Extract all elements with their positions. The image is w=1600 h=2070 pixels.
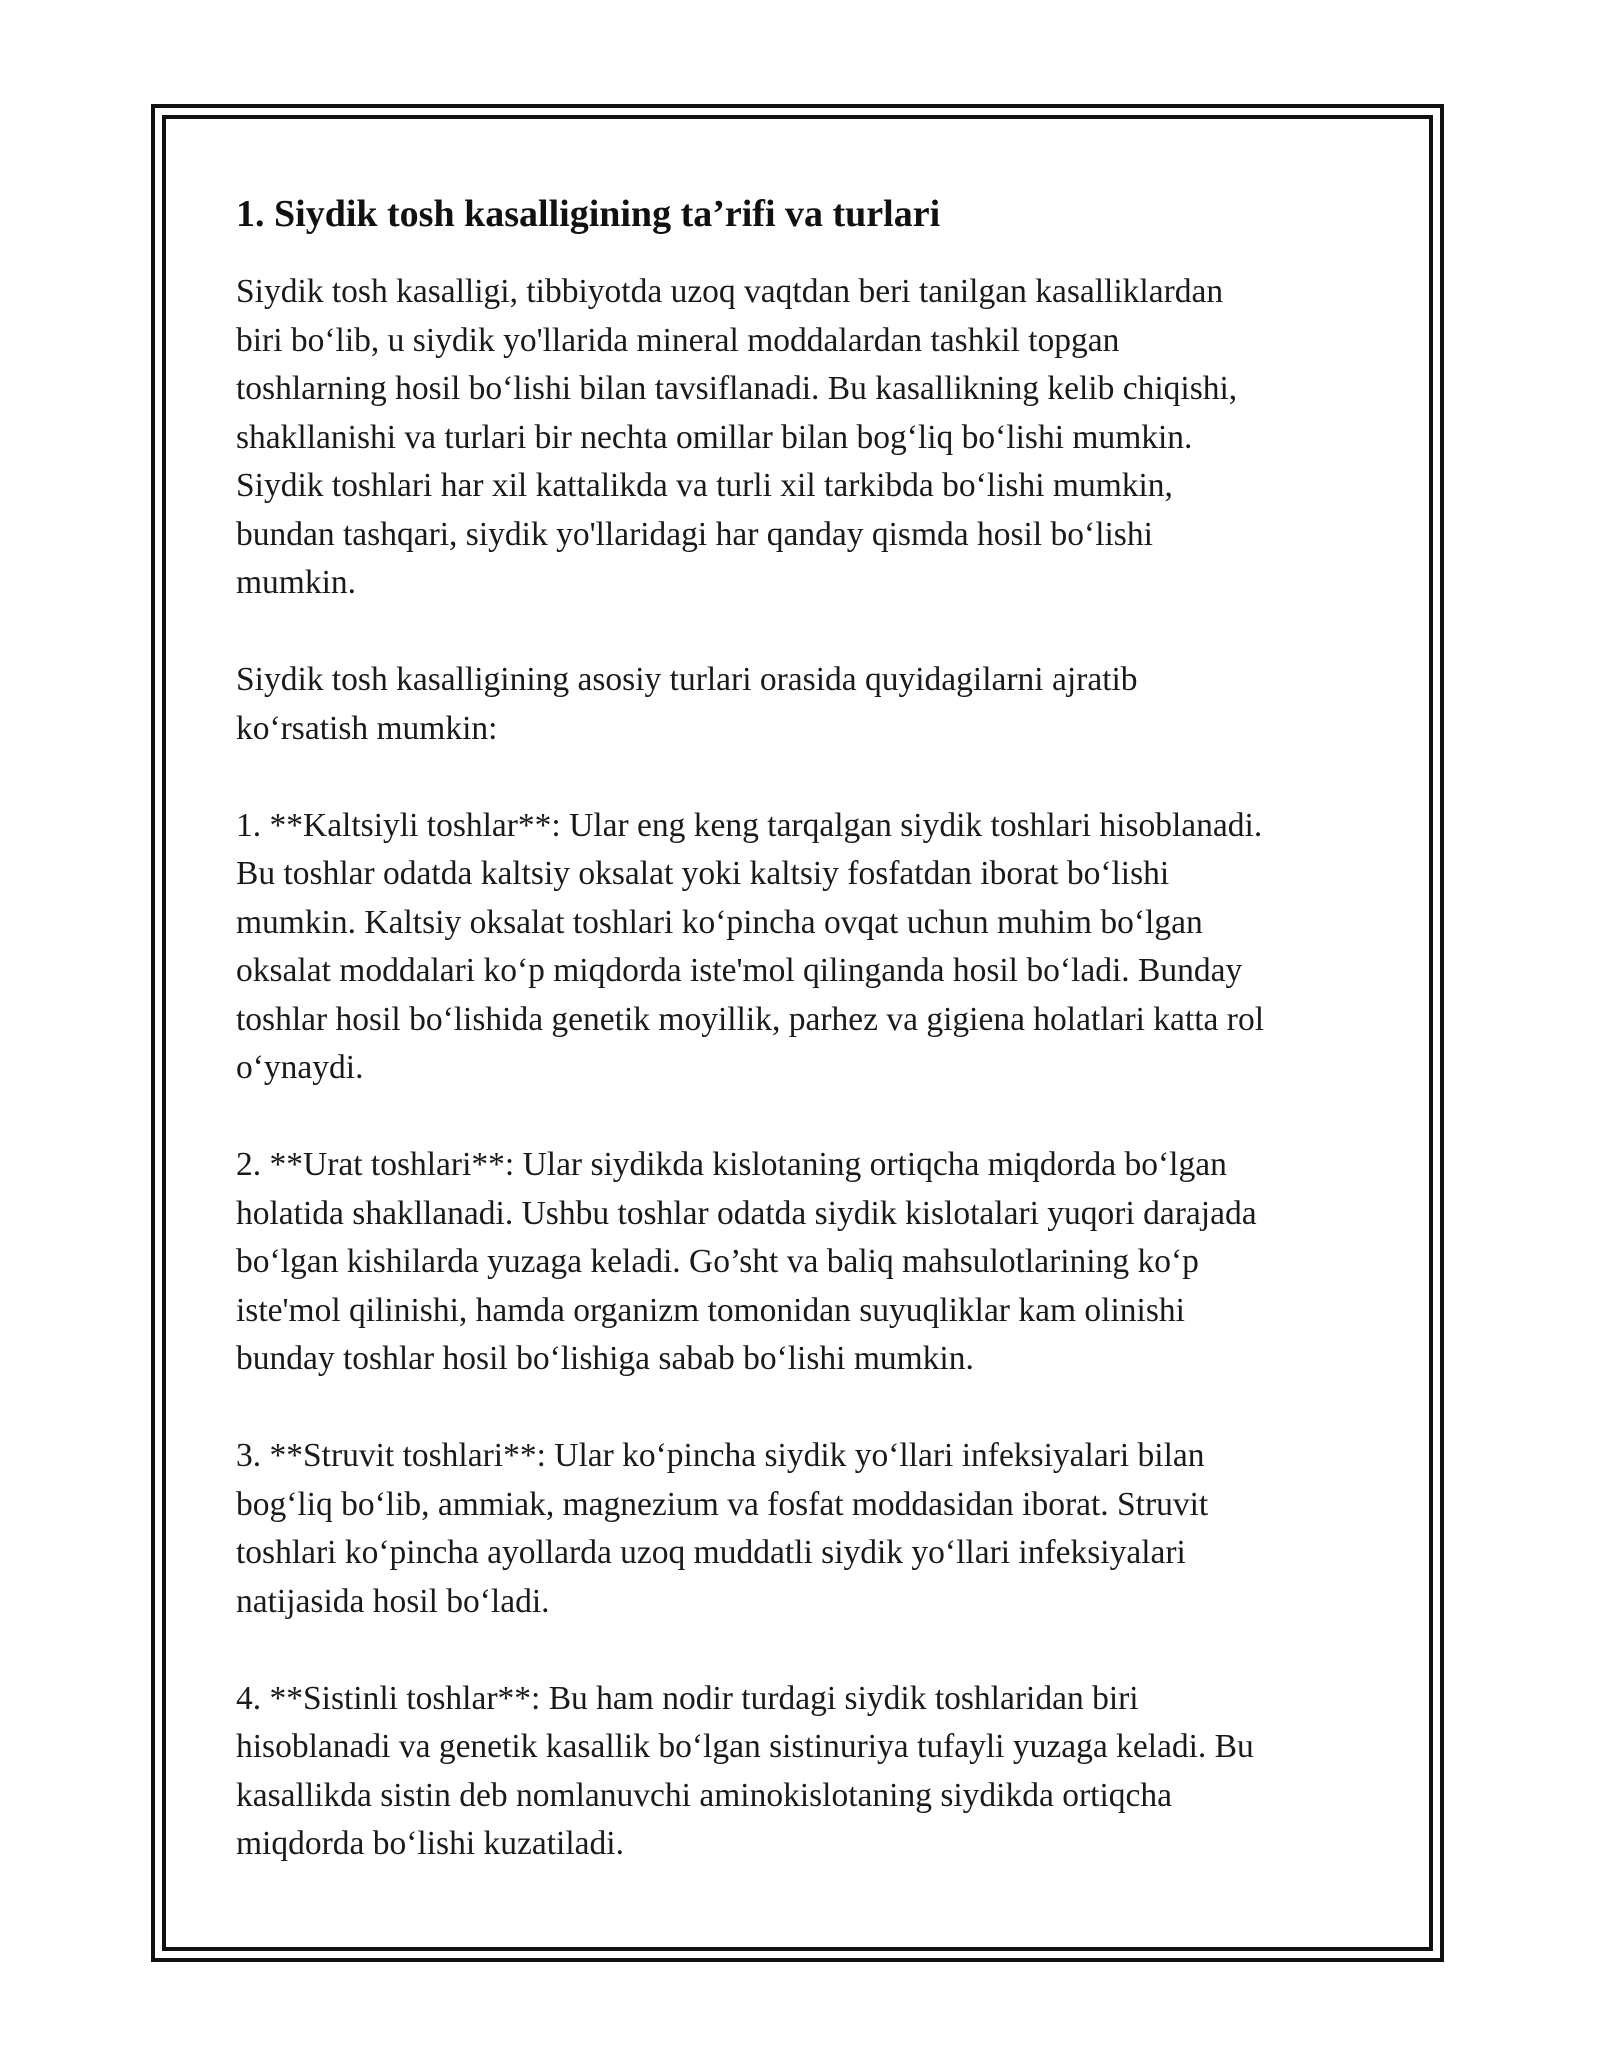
paragraph-gap [236,753,1386,802]
paragraph-urate-stones: 2. **Urat toshlari**: Ular siydikda kislotaning ortiqcha miqdorda bo‘lgan holatida shakllanadi. Ushbu toshlar odatda siydik kislotalari yuqori darajada bo‘lgan kishilarda yuzaga keladi. Go’sht va baliq mahsulotlarining ko‘p iste'mol qilinishi, hamda organizm tomonidan suyuqliklar kam olinishi bunday toshlar hosil bo‘lishiga sabab bo‘lishi mumkin. [236,1146,1257,1377]
document-body [236,186,1386,1869]
paragraph-gap [236,1626,1386,1675]
paragraph-gap [236,608,1386,657]
paragraph-gap [236,1384,1386,1433]
paragraph-gap [236,1093,1386,1142]
paragraph-struvite-stones: 3. **Struvit toshlari**: Ular ko‘pincha siydik yo‘llari infeksiyalari bilan bog‘liq bo‘lib, ammiak, magnezium va fosfat moddasidan iborat. Struvit toshlari ko‘pincha ayollarda uzoq muddatli siydik yo‘llari infeksiyalari natijasida hosil bo‘ladi. [236,1437,1209,1620]
paragraph-cystine-stones: 4. **Sistinli toshlar**: Bu ham nodir turdagi siydik toshlaridan biri hisoblanadi va genetik kasallik bo‘lgan sistinuriya tufayli yuzaga keladi. Bu kasallikda sistin deb nomlanuvchi aminokislotaning siydikda ortiqcha miqdorda bo‘lishi kuzatiladi. [236,1679,1254,1862]
paragraph-types-intro: Siydik tosh kasalligining asosiy turlari orasida quyidagilarni ajratib ko‘rsatish mumkin: [236,661,1138,747]
paragraph-calcium-stones: 1. **Kaltsiyli toshlar**: Ular eng keng tarqalgan siydik toshlari hisoblanadi. Bu toshlar odatda kaltsiy oksalat yoki kaltsiy fosfatdan iborat bo‘lishi mumkin. Kaltsiy oksalat toshlari ko‘pincha ovqat uchun muhim bo‘lgan oksalat moddalari ko‘p miqdorda iste'mol qilinganda hosil bo‘ladi. Bunday toshlar hosil bo‘lishida genetik moyillik, parhez va gigiena holatlari katta rol o‘ynaydi. [236,806,1264,1086]
section-title: 1. Siydik tosh kasalligining ta’rifi va turlari [236,193,941,235]
paragraph-definition: Siydik tosh kasalligi, tibbiyotda uzoq vaqtdan beri tanilgan kasalliklardan biri bo‘lib, u siydik yo'llarida mineral moddalardan tashkil topgan toshlarning hosil bo‘lishi bilan tavsiflanadi. Bu kasallikning kelib chiqishi, shakllanishi va turlari bir nechta omillar bilan bog‘liq bo‘lishi mumkin. Siydik toshlari har xil kattalikda va turli xil tarkibda bo‘lishi mumkin, bundan tashqari, siydik yo'llaridagi har qanday qismda hosil bo‘lishi mumkin. [236,273,1238,601]
